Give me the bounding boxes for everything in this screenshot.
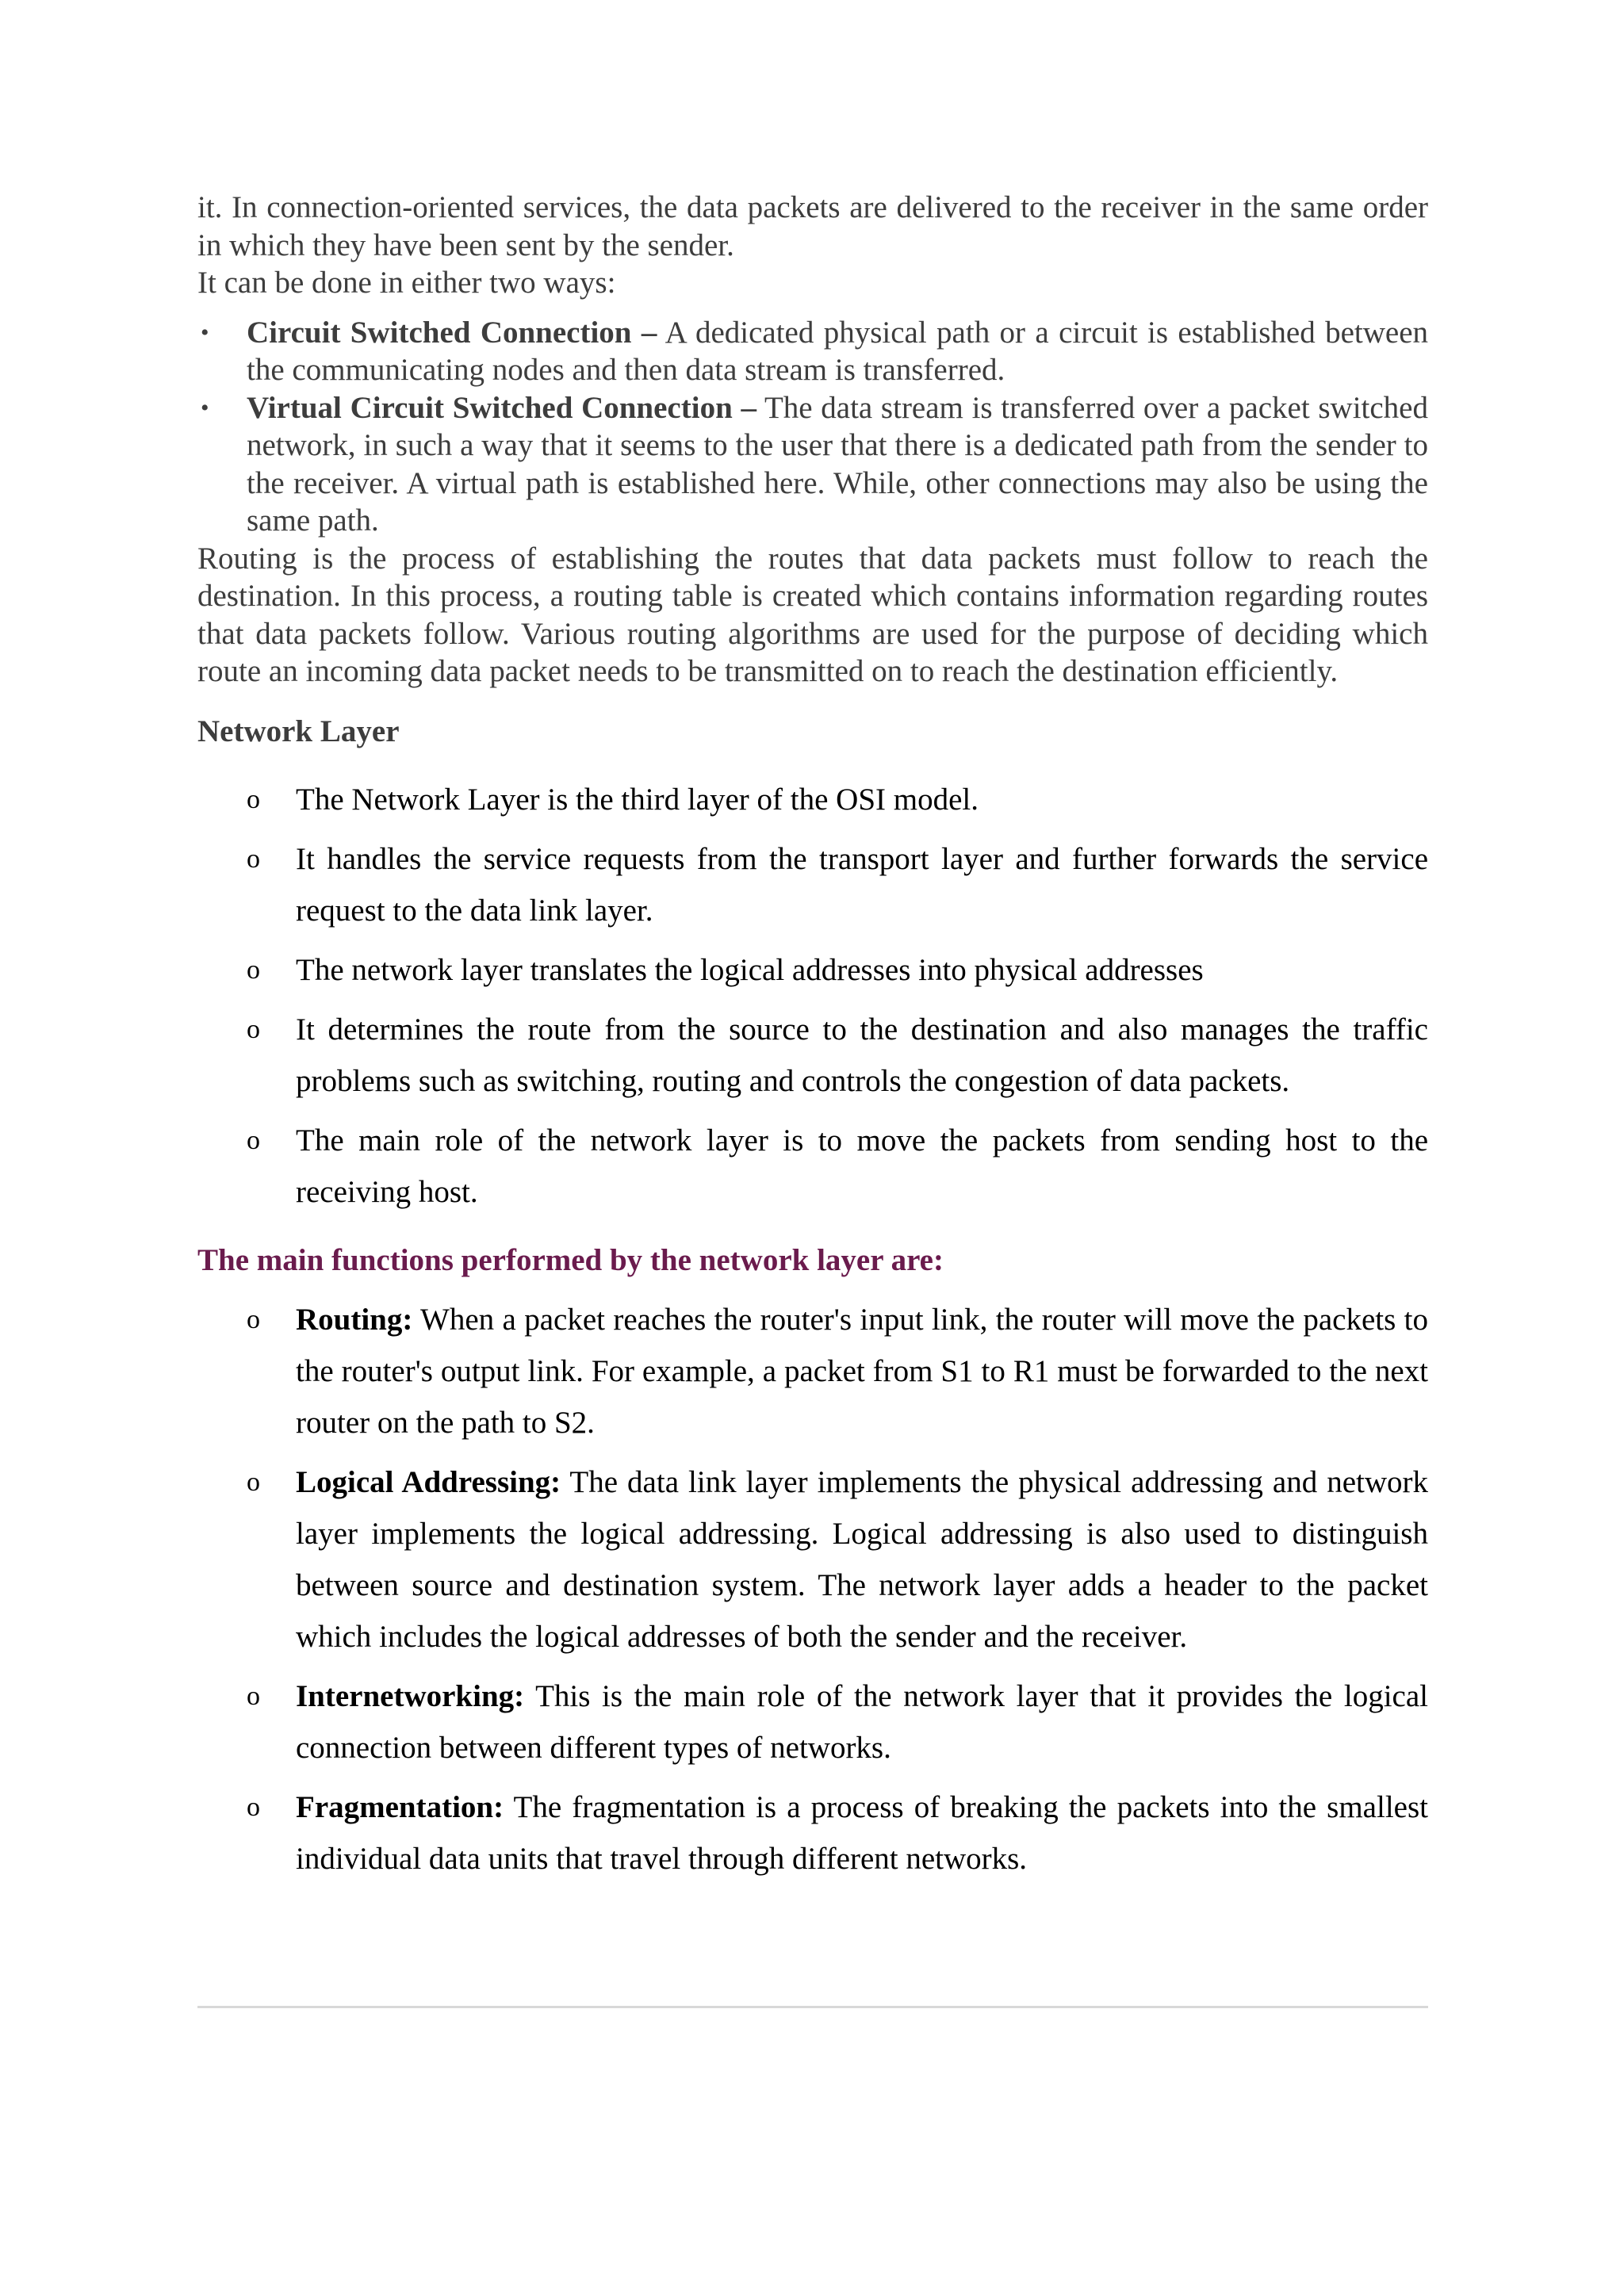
connection-types-list bbox=[197, 314, 1428, 540]
bullet-icon: • bbox=[201, 319, 209, 346]
list-item bbox=[197, 1670, 1428, 1774]
list-item bbox=[197, 774, 1428, 825]
circle-bullet-icon: o bbox=[247, 1126, 260, 1155]
connection-text: A dedicated physical path or a circuit is established between the communicating nodes and then data stream is transferred. bbox=[247, 315, 1428, 387]
function-term: Fragmentation: bbox=[296, 1789, 504, 1824]
function-term: Logical Addressing: bbox=[296, 1464, 561, 1499]
circle-bullet-icon: o bbox=[247, 1467, 260, 1497]
point-text: The main role of the network layer is to move the packets from sending host to the receiving host. bbox=[296, 1123, 1428, 1209]
function-term: Routing: bbox=[296, 1302, 413, 1337]
point-text: It handles the service requests from the transport layer and further forwards the service request to the data link layer. bbox=[296, 842, 1428, 928]
list-item bbox=[197, 1456, 1428, 1663]
circle-bullet-icon: o bbox=[247, 1792, 260, 1822]
circle-bullet-icon: o bbox=[247, 785, 260, 814]
connection-term: Circuit Switched Connection – bbox=[247, 315, 657, 350]
list-item bbox=[197, 1294, 1428, 1448]
list-item bbox=[197, 1115, 1428, 1218]
footer-divider bbox=[197, 2006, 1428, 2008]
point-text: The Network Layer is the third layer of the OSI model. bbox=[296, 783, 979, 817]
circle-bullet-icon: o bbox=[247, 1304, 260, 1334]
circle-bullet-icon: o bbox=[247, 844, 260, 874]
list-item bbox=[197, 944, 1428, 996]
circle-bullet-icon: o bbox=[247, 955, 260, 985]
circle-bullet-icon: o bbox=[247, 1681, 260, 1711]
list-item bbox=[197, 1781, 1428, 1885]
list-item bbox=[197, 1004, 1428, 1107]
intro-ways: It can be done in either two ways: bbox=[197, 266, 616, 300]
routing-paragraph: Routing is the process of establishing the routes that data packets must follow to reach the destination. In this process, a routing table is created which contains information regarding routes that data packets follow. Various routing algorithms are used for the purpose of deciding which route an incoming data packet needs to be transmitted on to reach the destination efficiently. bbox=[197, 541, 1428, 688]
connection-text: The data stream is transferred over a packet switched network, in such a way that it seems to the user that there is a dedicated path from the sender to the receiver. A virtual path is established here. While, other connections may also be using the same path. bbox=[247, 390, 1428, 538]
function-text: When a packet reaches the router's input link, the router will move the packets to the router's output link. For example, a packet from S1 to R1 must be forwarded to the next router on the path to S2. bbox=[296, 1302, 1428, 1440]
network-layer-points bbox=[197, 774, 1428, 1218]
list-item bbox=[197, 833, 1428, 936]
list-item bbox=[197, 389, 1428, 540]
function-term: Internetworking: bbox=[296, 1678, 525, 1713]
intro-paragraph: it. In connection-oriented services, the data packets are delivered to the receiver in the same order in which they have been sent by the sender. bbox=[197, 190, 1428, 262]
bullet-icon: • bbox=[201, 394, 209, 421]
document-page bbox=[197, 189, 1428, 1892]
point-text: The network layer translates the logical addresses into physical addresses bbox=[296, 953, 1204, 987]
connection-term: Virtual Circuit Switched Connection – bbox=[247, 390, 756, 425]
functions-list bbox=[197, 1294, 1428, 1885]
section-heading-functions: The main functions performed by the network layer are: bbox=[197, 1243, 944, 1277]
point-text: It determines the route from the source to the destination and also manages the traffic problems such as switching, routing and controls the congestion of data packets. bbox=[296, 1012, 1428, 1098]
list-item bbox=[197, 314, 1428, 389]
function-text: The data link layer implements the physical addressing and network layer implements the logical addressing. Logical addressing is also used to distinguish between source and destination system. The network layer adds a header to the packet which includes the logical addresses of both the sender and the receiver. bbox=[296, 1464, 1428, 1654]
function-text: The fragmentation is a process of breaking the packets into the smallest individual data units that travel through different networks. bbox=[296, 1789, 1428, 1876]
function-text: This is the main role of the network layer that it provides the logical connection between different types of networks. bbox=[296, 1678, 1428, 1765]
section-heading-network-layer: Network Layer bbox=[197, 714, 400, 748]
circle-bullet-icon: o bbox=[247, 1015, 260, 1044]
